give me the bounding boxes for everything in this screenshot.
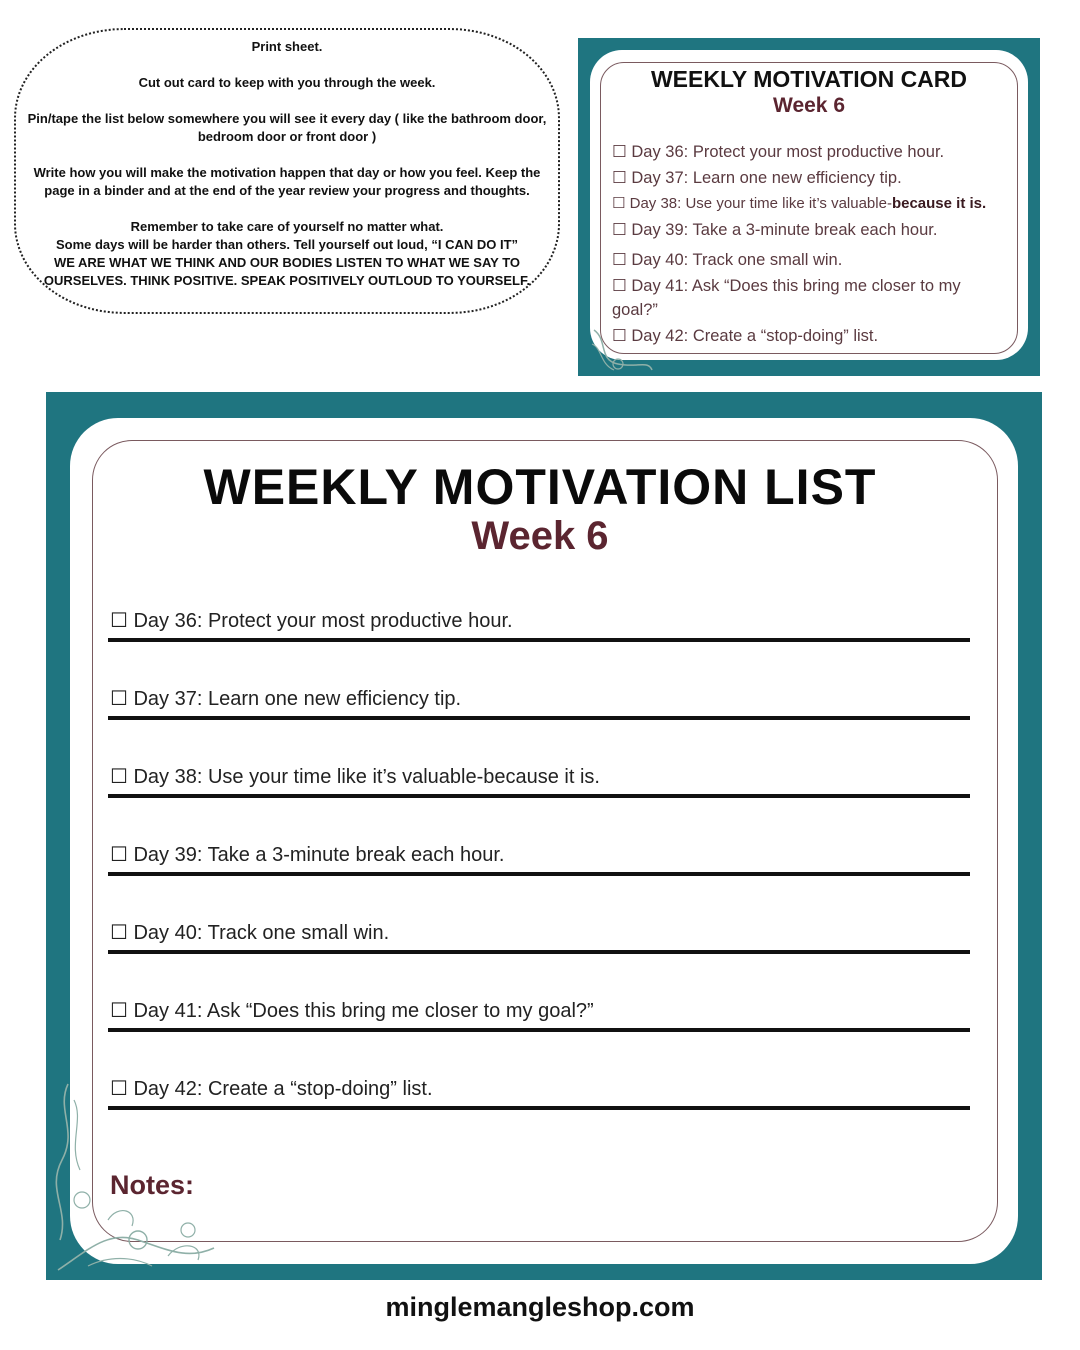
card-item-day41[interactable]: ☐ Day 41: Ask “Does this bring me closer to my goal?” xyxy=(612,277,961,319)
list-item-day41-text: ☐ Day 41: Ask “Does this bring me closer to my goal?” xyxy=(110,1000,594,1022)
instruction-pin-list: Pin/tape the list below somewhere you will see it every day ( like the bathroom door, bedroom door or front door ) xyxy=(27,111,547,144)
card-swirl-ornament xyxy=(588,320,658,376)
list-item-day41[interactable] xyxy=(108,992,970,1032)
card-item-day38-bold: because it is. xyxy=(891,195,987,212)
list-week: Week 6 xyxy=(471,514,609,558)
website-footer: minglemangleshop.com xyxy=(385,1292,695,1322)
instruction-print: Print sheet. xyxy=(251,39,323,54)
card-item-day38[interactable] xyxy=(612,192,1022,216)
instructions-panel xyxy=(14,28,560,314)
instruction-self-care: Remember to take care of yourself no matter what. xyxy=(130,219,444,234)
list-item-day37-text: ☐ Day 37: Learn one new efficiency tip. xyxy=(110,688,462,710)
card-item-day37[interactable]: ☐ Day 37: Learn one new efficiency tip. xyxy=(612,169,902,187)
card-title: WEEKLY MOTIVATION CARD xyxy=(650,66,968,92)
instruction-write: Write how you will make the motivation happen that day or how you feel. Keep the page in a binder and at the end of the year review your progress and thoughts. xyxy=(33,165,541,198)
list-item-day40-text: ☐ Day 40: Track one small win. xyxy=(110,922,390,944)
list-item-day42-text: ☐ Day 42: Create a “stop-doing” list. xyxy=(110,1078,433,1100)
list-item-day40[interactable] xyxy=(108,914,970,954)
list-item-day38-text: ☐ Day 38: Use your time like it’s valuable-because it is. xyxy=(110,766,600,788)
card-item-day42[interactable]: ☐ Day 42: Create a “stop-doing” list. xyxy=(612,327,879,345)
motivation-card xyxy=(578,38,1040,376)
list-title: WEEKLY MOTIVATION LIST xyxy=(203,459,877,515)
card-item-day36[interactable]: ☐ Day 36: Protect your most productive hour. xyxy=(612,143,945,161)
card-item-day39[interactable]: ☐ Day 39: Take a 3-minute break each hour. xyxy=(612,221,938,239)
instruction-think-positive: WE ARE WHAT WE THINK AND OUR BODIES LISTEN TO WHAT WE SAY TO OURSELVES. THINK POSITIVE. SPEAK POSITIVELY OUTLOUD TO YOURSELF. xyxy=(43,255,531,288)
list-item-day39[interactable] xyxy=(108,836,970,876)
card-checklist xyxy=(612,140,1022,348)
list-item-day36[interactable] xyxy=(108,602,970,642)
card-item-day40[interactable]: ☐ Day 40: Track one small win. xyxy=(612,251,843,269)
notes-label: Notes: xyxy=(110,1170,195,1200)
instruction-i-can-do-it: Some days will be harder than others. Tell yourself out loud, “I CAN DO IT” xyxy=(55,237,519,252)
list-item-day39-text: ☐ Day 39: Take a 3-minute break each hour. xyxy=(110,844,505,866)
card-item-day38-text: ☐ Day 38: Use your time like it’s valuable- xyxy=(612,195,892,212)
list-item-day37[interactable] xyxy=(108,680,970,720)
list-item-day36-text: ☐ Day 36: Protect your most productive hour. xyxy=(110,610,513,632)
card-week: Week 6 xyxy=(773,94,845,117)
list-item-day38[interactable] xyxy=(108,758,970,798)
list-item-day42[interactable] xyxy=(108,1070,970,1110)
instruction-cut-card: Cut out card to keep with you through the week. xyxy=(138,75,436,90)
corner-swirl-ornament xyxy=(48,1080,220,1276)
